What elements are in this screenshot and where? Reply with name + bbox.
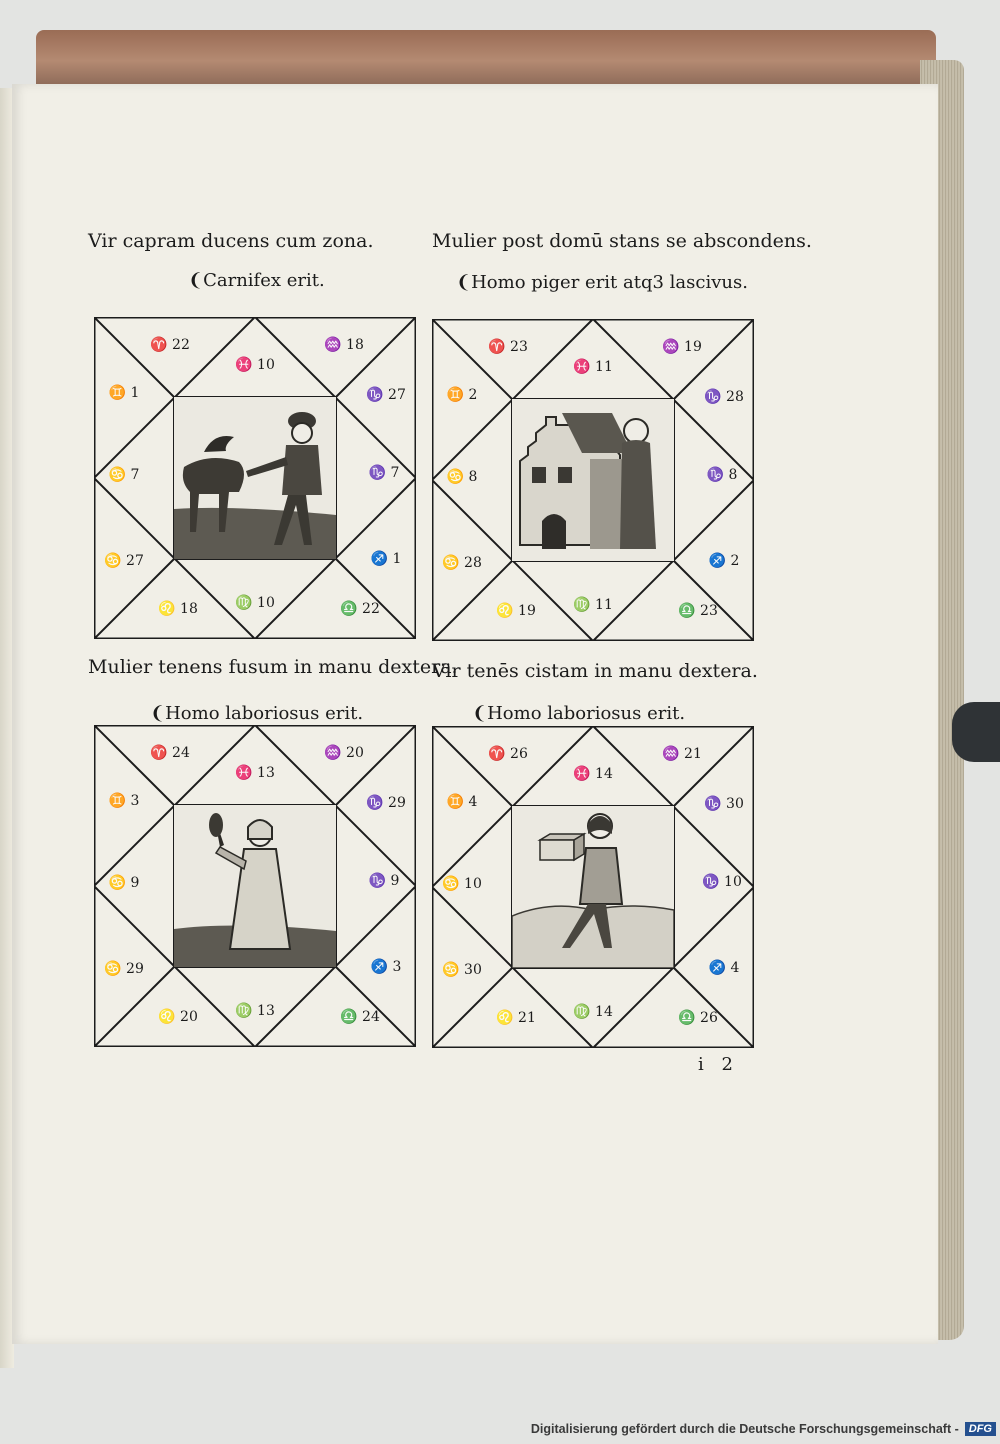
house-degree: 18 <box>180 601 198 617</box>
house-degree: 7 <box>130 467 140 483</box>
frame-line <box>674 561 754 641</box>
zodiac-sign-icon: ♓ <box>573 766 591 782</box>
house-label <box>235 357 275 373</box>
zodiac-sign-icon: ♒ <box>324 337 342 353</box>
house-label <box>158 1009 198 1025</box>
house-degree: 10 <box>257 357 275 373</box>
zodiac-sign-icon: ♐ <box>708 960 727 976</box>
zodiac-sign-icon: ♎ <box>678 603 696 619</box>
house-label <box>704 796 744 812</box>
zodiac-sign-icon: ♈ <box>488 746 506 762</box>
zodiac-sign-icon: ♓ <box>235 357 253 373</box>
house-degree: 21 <box>684 746 702 762</box>
frame-line <box>94 559 174 639</box>
zodiac-sign-icon: ♍ <box>235 1003 253 1019</box>
house-label <box>369 873 400 889</box>
house-degree: 29 <box>126 961 144 977</box>
house-label <box>150 337 190 353</box>
house-label <box>442 962 482 978</box>
frame-line <box>336 559 416 639</box>
house-label <box>104 553 144 569</box>
house-label <box>662 339 702 355</box>
panel-4-caption: Vir tenēs cistam in manu dextera. <box>432 660 758 682</box>
house-label <box>150 745 190 761</box>
house-degree: 7 <box>390 465 400 481</box>
house-label <box>678 603 718 619</box>
house-label <box>371 551 402 567</box>
zodiac-sign-icon: ♎ <box>678 1010 696 1026</box>
house-degree: 4 <box>730 960 740 976</box>
house-degree: 23 <box>510 339 528 355</box>
zodiac-sign-icon: ♑ <box>704 796 722 812</box>
house-label <box>235 1003 275 1019</box>
panel-2-verdict: ❨Homo piger erit atq3 lascivus. <box>456 272 748 293</box>
frame-line <box>336 967 416 1047</box>
house-label <box>366 387 406 403</box>
house-degree: 1 <box>392 551 402 567</box>
panel-1-caption: Vir capram ducens cum zona. <box>88 230 374 252</box>
house-degree: 2 <box>730 553 740 569</box>
house-degree: 1 <box>130 385 140 401</box>
frame-line <box>432 561 512 641</box>
house-label <box>104 961 144 977</box>
woodcut-man-with-goat <box>174 397 336 559</box>
house-label <box>496 603 536 619</box>
zodiac-sign-icon: ♊ <box>108 793 127 809</box>
panel-2-caption: Mulier post domū stans se abscondens. <box>432 230 812 252</box>
panel-3-caption: Mulier tenens fusum in manu dextera. <box>88 656 458 678</box>
house-degree: 10 <box>464 876 482 892</box>
zodiac-sign-icon: ♑ <box>704 389 722 405</box>
zodiac-sign-icon: ♍ <box>573 1004 591 1020</box>
house-label <box>573 766 613 782</box>
house-label <box>340 601 380 617</box>
zodiac-sign-icon: ♌ <box>496 1010 514 1026</box>
zodiac-sign-icon: ♓ <box>235 765 253 781</box>
house-degree: 23 <box>700 603 718 619</box>
house-label <box>109 875 140 891</box>
zodiac-sign-icon: ♍ <box>235 595 253 611</box>
frame-line <box>674 319 754 399</box>
woman-with-spindle-image <box>174 805 336 967</box>
zodiac-sign-icon: ♒ <box>324 745 342 761</box>
house-label <box>324 337 364 353</box>
house-degree: 11 <box>595 597 613 613</box>
house-label <box>704 389 744 405</box>
house-label <box>702 874 742 890</box>
zodiac-sign-icon: ♊ <box>446 387 465 403</box>
house-degree: 29 <box>388 795 406 811</box>
frame-line <box>674 968 754 1048</box>
house-degree: 13 <box>257 1003 275 1019</box>
zodiac-sign-icon: ♐ <box>370 959 389 975</box>
house-degree: 24 <box>172 745 190 761</box>
house-degree: 21 <box>518 1010 536 1026</box>
house-degree: 28 <box>726 389 744 405</box>
house-label <box>488 746 528 762</box>
zodiac-sign-icon: ♐ <box>370 551 389 567</box>
house-degree: 22 <box>172 337 190 353</box>
house-degree: 10 <box>724 874 742 890</box>
zodiac-sign-icon: ♒ <box>662 746 680 762</box>
man-with-chest-image <box>512 806 674 968</box>
house-degree: 3 <box>392 959 402 975</box>
zodiac-sign-icon: ♊ <box>446 794 465 810</box>
house-label <box>573 1004 613 1020</box>
zodiac-sign-icon: ♐ <box>708 553 727 569</box>
zodiac-sign-icon: ♋ <box>442 555 460 571</box>
house-label <box>158 601 198 617</box>
frame-line <box>94 967 174 1047</box>
house-label <box>340 1009 380 1025</box>
house-degree: 20 <box>180 1009 198 1025</box>
house-degree: 30 <box>726 796 744 812</box>
zodiac-sign-icon: ♌ <box>158 1009 176 1025</box>
house-label <box>371 959 402 975</box>
zodiac-sign-icon: ♌ <box>496 603 514 619</box>
man-with-goat-image <box>174 397 336 559</box>
house-degree: 27 <box>126 553 144 569</box>
page-number: i 2 <box>698 1054 739 1075</box>
house-degree: 9 <box>390 873 400 889</box>
zodiac-sign-icon: ♈ <box>488 339 506 355</box>
house-degree: 10 <box>257 595 275 611</box>
house-degree: 20 <box>346 745 364 761</box>
house-degree: 8 <box>728 467 738 483</box>
house-label <box>324 745 364 761</box>
zodiac-sign-icon: ♋ <box>442 962 460 978</box>
zodiac-sign-icon: ♊ <box>108 385 127 401</box>
frame-line <box>674 726 754 806</box>
panel-3-verdict: ❨Homo laboriosus erit. <box>150 703 364 724</box>
house-label <box>678 1010 718 1026</box>
house-label <box>447 794 478 810</box>
house-degree: 19 <box>518 603 536 619</box>
dfg-logo: DFG <box>965 1422 996 1436</box>
zodiac-sign-icon: ♑ <box>368 465 387 481</box>
woodcut-woman-with-spindle <box>174 805 336 967</box>
zodiac-sign-icon: ♎ <box>340 601 358 617</box>
zodiac-sign-icon: ♋ <box>104 553 122 569</box>
house-label <box>109 793 140 809</box>
frame-line <box>336 317 416 397</box>
house-label <box>662 746 702 762</box>
footer-credit-text: Digitalisierung gefördert durch die Deutsche Forschungsgemeinschaft - <box>530 1422 959 1436</box>
zodiac-sign-icon: ♑ <box>366 795 384 811</box>
house-label <box>442 555 482 571</box>
horoscope-chart-2 <box>432 319 754 641</box>
house-degree: 24 <box>362 1009 380 1025</box>
zodiac-sign-icon: ♑ <box>368 873 387 889</box>
house-label <box>109 385 140 401</box>
house-degree: 11 <box>595 359 613 375</box>
house-label <box>709 960 740 976</box>
frame-line <box>336 725 416 805</box>
house-degree: 26 <box>510 746 528 762</box>
house-label <box>496 1010 536 1026</box>
house-degree: 13 <box>257 765 275 781</box>
house-label <box>709 553 740 569</box>
zodiac-sign-icon: ♑ <box>706 467 725 483</box>
zodiac-sign-icon: ♑ <box>366 387 384 403</box>
footer-credit-bar <box>530 1418 1000 1440</box>
house-degree: 3 <box>130 793 140 809</box>
zodiac-sign-icon: ♋ <box>108 875 127 891</box>
house-degree: 18 <box>346 337 364 353</box>
house-label <box>442 876 482 892</box>
woman-behind-house-image <box>512 399 674 561</box>
house-degree: 8 <box>468 469 478 485</box>
house-label <box>447 469 478 485</box>
house-label <box>488 339 528 355</box>
house-degree: 27 <box>388 387 406 403</box>
zodiac-sign-icon: ♎ <box>340 1009 358 1025</box>
zodiac-sign-icon: ♋ <box>104 961 122 977</box>
zodiac-sign-icon: ♋ <box>446 469 465 485</box>
panel-1-verdict: ❨Carnifex erit. <box>188 270 325 291</box>
house-degree: 26 <box>700 1010 718 1026</box>
horoscope-chart-4 <box>432 726 754 1048</box>
house-label <box>235 595 275 611</box>
house-degree: 19 <box>684 339 702 355</box>
house-degree: 4 <box>468 794 478 810</box>
house-label <box>573 359 613 375</box>
house-degree: 14 <box>595 1004 613 1020</box>
house-label <box>573 597 613 613</box>
zodiac-sign-icon: ♒ <box>662 339 680 355</box>
zodiac-sign-icon: ♈ <box>150 337 168 353</box>
zodiac-sign-icon: ♓ <box>573 359 591 375</box>
book-top-edge <box>36 30 936 86</box>
zodiac-sign-icon: ♌ <box>158 601 176 617</box>
zodiac-sign-icon: ♋ <box>442 876 460 892</box>
frame-line <box>432 968 512 1048</box>
house-label <box>369 465 400 481</box>
house-degree: 2 <box>468 387 478 403</box>
woodcut-woman-behind-house <box>512 399 674 561</box>
house-degree: 30 <box>464 962 482 978</box>
house-degree: 28 <box>464 555 482 571</box>
house-label <box>447 387 478 403</box>
woodcut-man-with-chest <box>512 806 674 968</box>
zodiac-sign-icon: ♈ <box>150 745 168 761</box>
panel-4-verdict: ❨Homo laboriosus erit. <box>472 703 686 724</box>
zodiac-sign-icon: ♍ <box>573 597 591 613</box>
house-label <box>707 467 738 483</box>
house-label <box>366 795 406 811</box>
zodiac-sign-icon: ♑ <box>702 874 720 890</box>
zodiac-sign-icon: ♋ <box>108 467 127 483</box>
horoscope-chart-1 <box>94 317 416 639</box>
house-degree: 14 <box>595 766 613 782</box>
page-clip <box>952 702 1000 762</box>
house-degree: 22 <box>362 601 380 617</box>
horoscope-chart-3 <box>94 725 416 1047</box>
house-label <box>235 765 275 781</box>
house-label <box>109 467 140 483</box>
house-degree: 9 <box>130 875 140 891</box>
